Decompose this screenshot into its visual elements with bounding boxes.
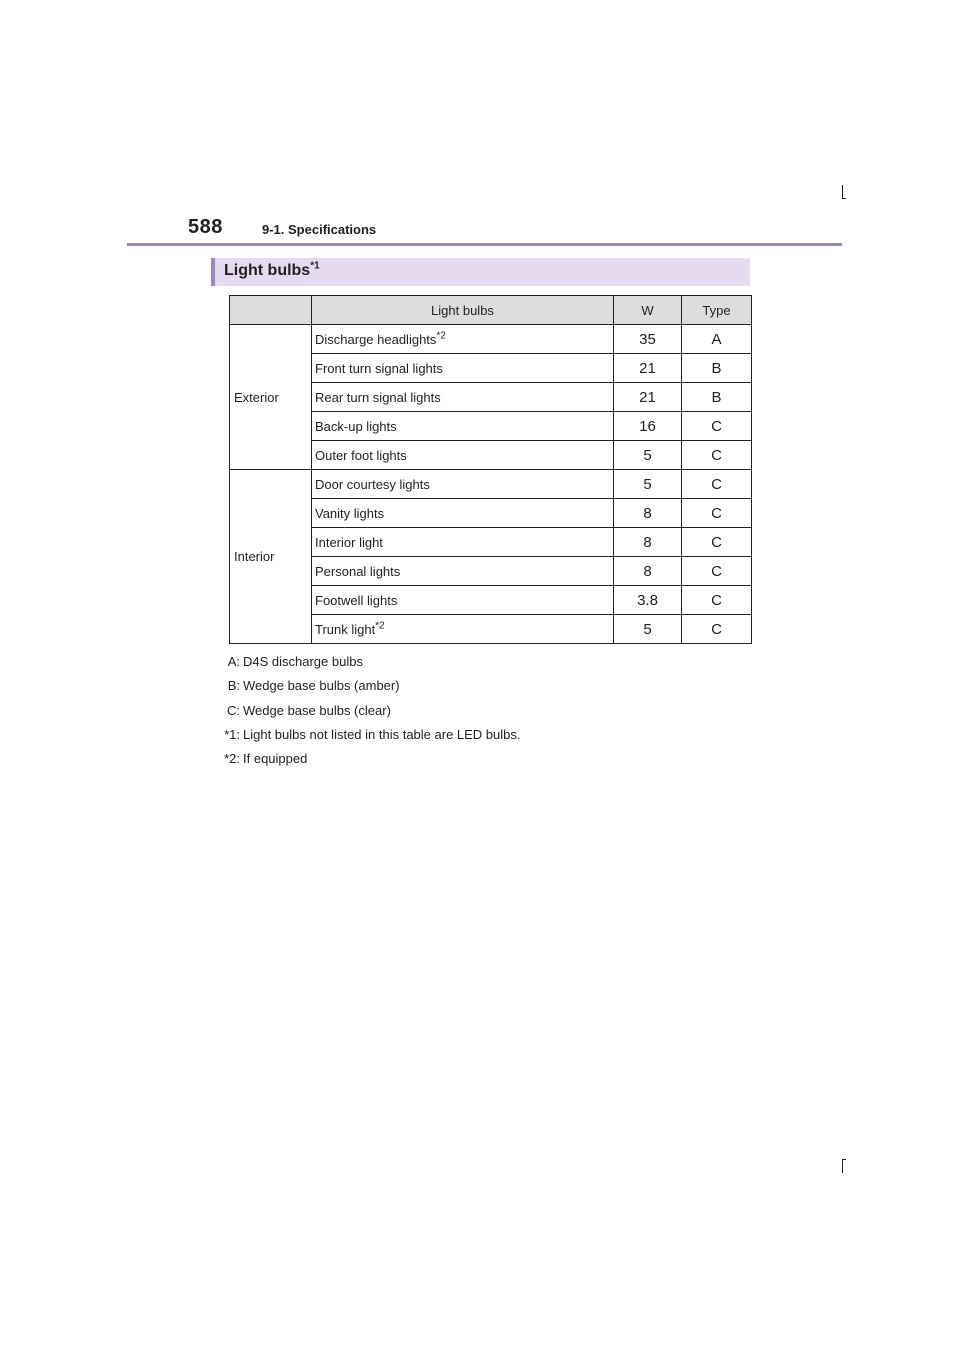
light-bulbs-table [229, 295, 752, 644]
section-header [211, 258, 750, 286]
bulb-name-cell [312, 586, 614, 615]
header-cell-watts: W [614, 296, 682, 325]
bulb-watts: 3.8 [614, 586, 682, 615]
footnote-text: D4S discharge bulbs [243, 654, 363, 669]
header-cell-group [230, 296, 312, 325]
bulb-name: Back-up lights [315, 418, 397, 434]
bulb-watts: 5 [614, 615, 682, 644]
page-number: 588 [188, 216, 223, 238]
bulb-name: Front turn signal lights [315, 360, 443, 376]
crop-mark-bottom [842, 1159, 843, 1173]
bulb-name-cell [312, 470, 614, 499]
bulb-type: B [682, 354, 752, 383]
table-row [230, 470, 752, 499]
bulb-name: Personal lights [315, 563, 401, 579]
bulb-name: Discharge headlights [315, 331, 437, 347]
bulb-name-cell [312, 441, 614, 470]
bulb-watts: 21 [614, 354, 682, 383]
bulb-type: C [682, 586, 752, 615]
bulb-name-cell [312, 557, 614, 586]
bulb-type: B [682, 383, 752, 412]
bulb-name: Door courtesy lights [315, 476, 430, 492]
bulb-watts: 5 [614, 441, 682, 470]
bulb-name-cell [312, 325, 614, 354]
bulb-watts: 8 [614, 557, 682, 586]
footnote-key: *2: [224, 751, 240, 767]
bulb-name: Footwell lights [315, 592, 398, 608]
header-cell-type: Type [682, 296, 752, 325]
chapter-title: 9-1. Specifications [262, 222, 377, 237]
section-title-footnote-ref: *1 [310, 260, 320, 272]
bulb-type: C [682, 441, 752, 470]
crop-mark-top [842, 185, 843, 199]
footnote-key: B: [227, 678, 240, 694]
bulb-name-cell [312, 528, 614, 557]
bulb-type: C [682, 528, 752, 557]
footnote-key: C: [227, 702, 240, 718]
group-label: Exterior [230, 325, 312, 470]
bulb-name: Rear turn signal lights [315, 389, 441, 405]
bulb-watts: 8 [614, 528, 682, 557]
bulb-watts: 21 [614, 383, 682, 412]
footnote-text: Wedge base bulbs (amber) [243, 678, 400, 694]
footnote-text: Wedge base bulbs (clear) [243, 702, 391, 718]
footnote-text: Light bulbs not listed in this table are LED bulbs. [243, 726, 521, 742]
bulb-name-cell [312, 354, 614, 383]
bulb-type: C [682, 470, 752, 499]
footnote-key: *1: [224, 726, 240, 742]
bulb-type: C [682, 412, 752, 441]
bulb-name: Interior light [315, 534, 383, 550]
bulb-watts: 8 [614, 499, 682, 528]
section-title [224, 262, 320, 280]
bulb-name-cell [312, 499, 614, 528]
table-row [230, 325, 752, 354]
header-rule [127, 243, 842, 246]
bulb-name: Vanity lights [315, 505, 385, 521]
bulb-watts: 35 [614, 325, 682, 354]
bulb-name-cell [312, 383, 614, 412]
bulb-type: C [682, 615, 752, 644]
section-title-text: Light bulbs [224, 262, 311, 279]
group-label: Interior [230, 470, 312, 644]
header-cell-light-bulbs: Light bulbs [312, 296, 614, 325]
table-header-row [230, 296, 752, 325]
bulb-watts: 5 [614, 470, 682, 499]
bulb-name: Outer foot lights [315, 447, 407, 463]
footnote-key: A: [227, 654, 240, 669]
bulb-type: C [682, 499, 752, 528]
bulb-name-cell [312, 412, 614, 441]
bulb-footnote-ref: *2 [375, 620, 385, 632]
footnote-text: If equipped [243, 751, 308, 767]
table-body [230, 325, 752, 644]
bulb-watts: 16 [614, 412, 682, 441]
bulb-name-cell [312, 615, 614, 644]
bulb-type: A [682, 325, 752, 354]
bulb-type: C [682, 557, 752, 586]
bulb-footnote-ref: *2 [436, 330, 446, 342]
bulb-name: Trunk light [315, 621, 376, 637]
